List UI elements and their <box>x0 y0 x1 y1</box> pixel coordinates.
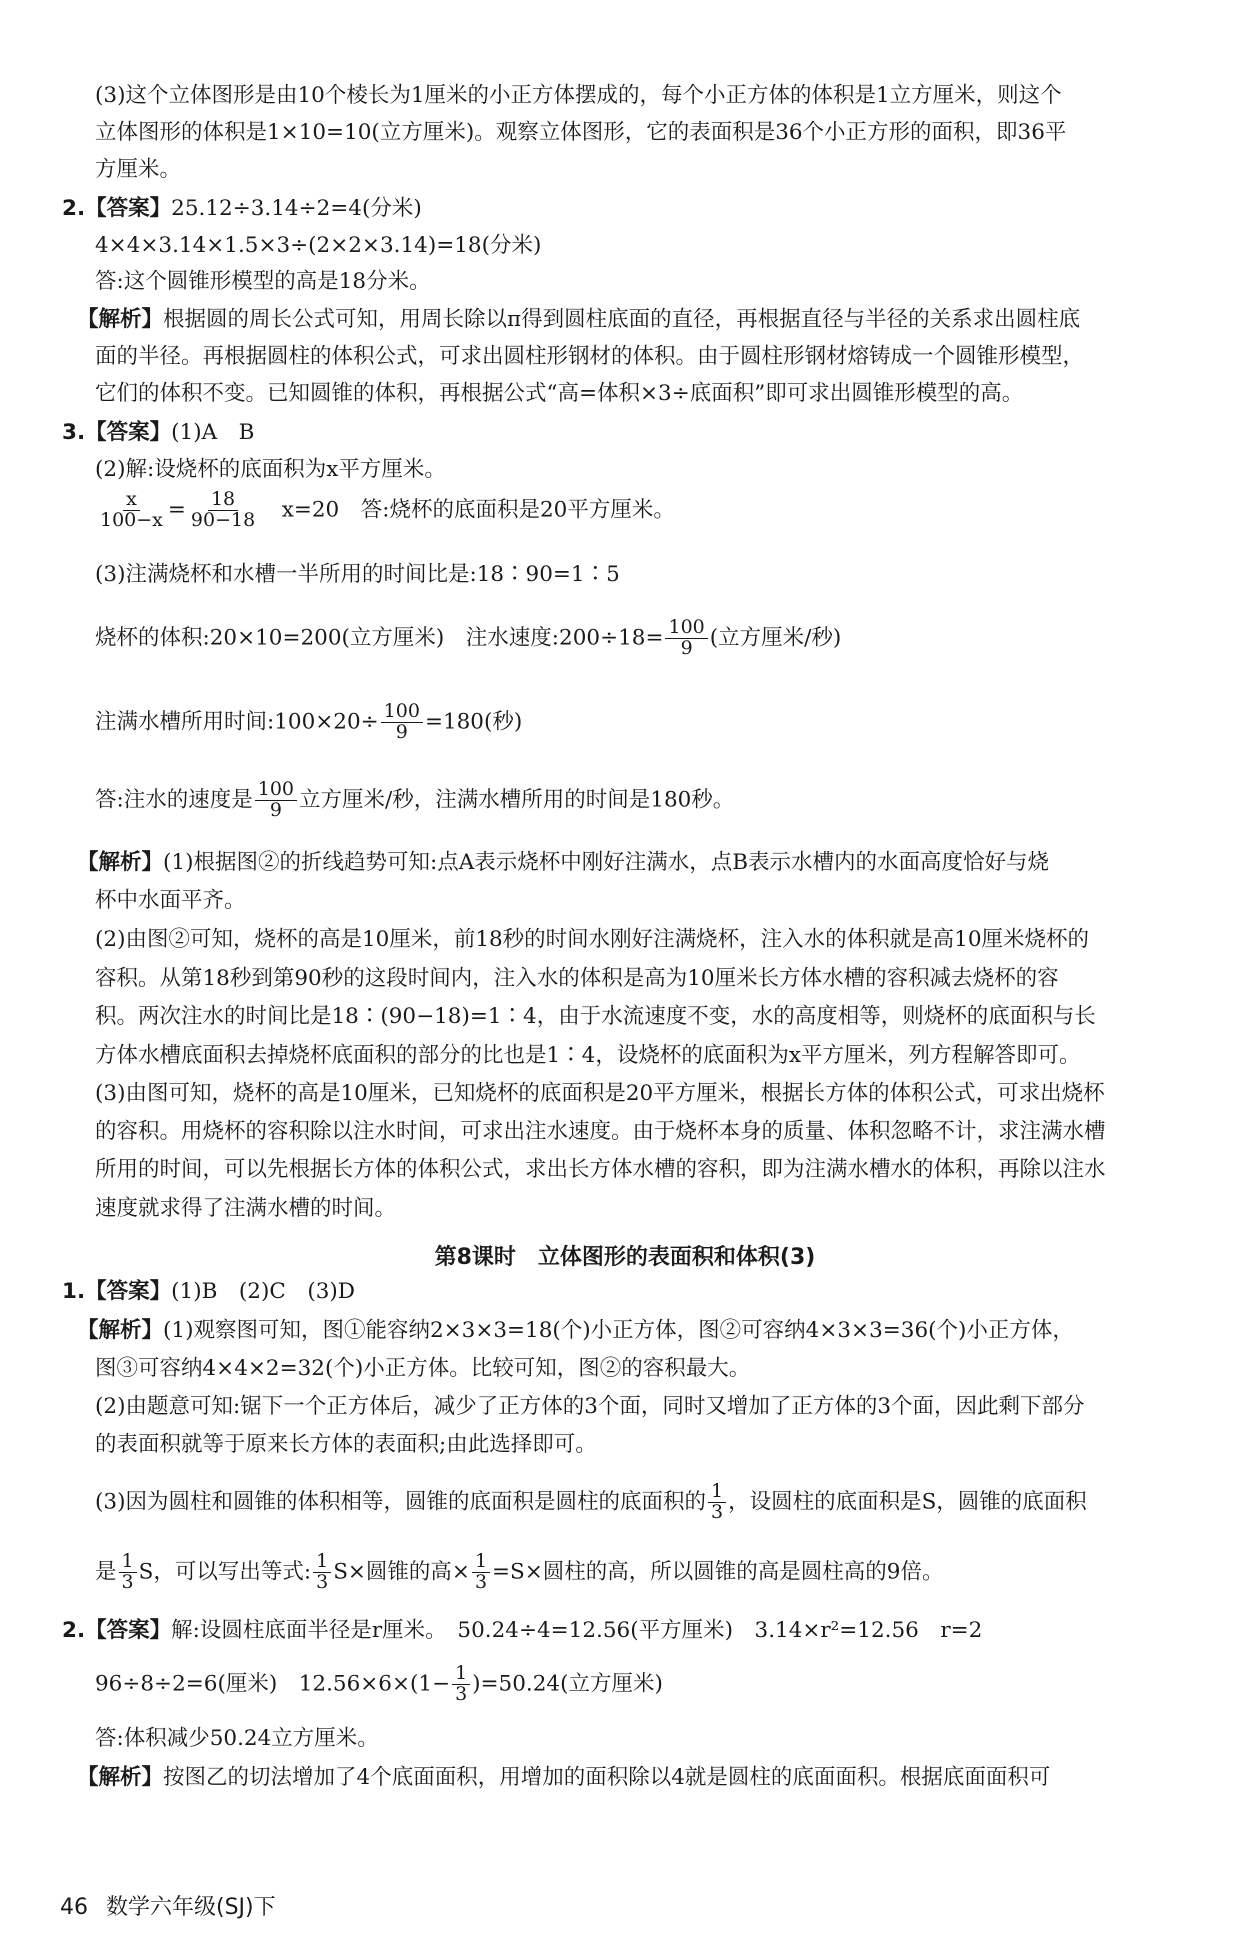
q3-explanation-line: 【解析】(1)根据图②的折线趋势可知:点A表示烧杯中刚好注满水，点B表示水槽内的水面高度恰好与烧 <box>77 850 1050 875</box>
paragraph-line: (3)这个立体图形是由10个棱长为1厘米的小正方体摆成的，每个小正方体的体积是1立方厘米，则这个 <box>95 83 1062 108</box>
q2-answer-line: 2.【答案】25.12÷3.14÷2=4(分米) <box>62 196 422 221</box>
q2-answer-line: 答:这个圆锥形模型的高是18分米。 <box>95 269 431 294</box>
paragraph-line: 立体图形的体积是1×10=10(立方厘米)。观察立体图形，它的表面积是36个小正方形的面积，即36平 <box>95 120 1067 145</box>
section-title: 第8课时 立体图形的表面积和体积(3) <box>434 1245 816 1270</box>
s2-answer-line: 答:体积减少50.24立方厘米。 <box>95 1726 379 1751</box>
question-number: 3. <box>62 420 86 445</box>
fraction: $\frac{1}{3}$ <box>313 1552 331 1593</box>
answer-tag: 【答案】 <box>85 196 172 221</box>
q3-explanation-line: (3)由图可知，烧杯的高是10厘米，已知烧杯的底面积是20平方厘米，根据长方体的体积公式，可求出烧杯 <box>95 1081 1105 1106</box>
s1-explanation-line: (3)因为圆柱和圆锥的体积相等，圆锥的底面积是圆柱的底面积的 $\frac{1}{3}$ ，设圆柱的底面积是S，圆锥的底面积 <box>95 1480 1087 1523</box>
q3-answer-line: 注满水槽所用时间:100×20÷ $\frac{100}{9}$ =180(秒) <box>95 700 523 743</box>
s1-explanation-line: 是 $\frac{1}{3}$ S，可以写出等式: $\frac{1}{3}$ S×圆锥的高× $\frac{1}{3}$ =S×圆柱的高，所以圆锥的高是圆柱高的9倍。 <box>95 1550 944 1593</box>
s1-explanation-line: (2)由题意可知:锯下一个正方体后，减少了正方体的3个面，同时又增加了正方体的3个面，因此剩下部分 <box>95 1394 1085 1419</box>
q3-explanation-line: 的容积。用烧杯的容积除以注水时间，可求出注水速度。由于烧杯本身的质量、体积忽略不计，求注满水槽 <box>95 1119 1106 1144</box>
answer-tag: 【答案】 <box>85 420 172 445</box>
s2-answer-line: 96÷8÷2=6(厘米) 12.56×6×(1− $\frac{1}{3}$ )=50.24(立方厘米) <box>95 1662 663 1705</box>
q3-answer-line: 3.【答案】(1)A B <box>62 420 255 445</box>
fraction: $\frac{100}{9}$ <box>255 780 297 821</box>
q3-explanation-line: 速度就求得了注满水槽的时间。 <box>95 1196 397 1221</box>
fraction: $\frac{1}{3}$ <box>472 1552 490 1593</box>
s1-explanation-line: 图③可容纳4×4×2=32(个)小正方体。比较可知，图②的容积最大。 <box>95 1356 751 1381</box>
q3-explanation-line: 杯中水面平齐。 <box>95 888 246 913</box>
q2-explanation-line: 面的半径。再根据圆柱的体积公式，可求出圆柱形钢材的体积。由于圆柱形钢材熔铸成一个圆锥形模型， <box>95 344 1085 369</box>
answer-tag: 【答案】 <box>85 1618 172 1643</box>
q2-answer-line: 4×4×3.14×1.5×3÷(2×2×3.14)=18(分米) <box>95 233 542 258</box>
question-number: 1. <box>62 1279 86 1304</box>
explanation-tag: 【解析】 <box>77 1765 164 1790</box>
q3-explanation-line: (2)由图②可知，烧杯的高是10厘米，前18秒的时间水刚好注满烧杯，注入水的体积就是高10厘米烧杯的 <box>95 927 1090 952</box>
fraction: $\frac{18}{90-18}$ <box>190 488 256 531</box>
explanation-tag: 【解析】 <box>77 307 164 332</box>
explanation-tag: 【解析】 <box>77 850 164 875</box>
q3-answer-line: 答:注水的速度是 $\frac{100}{9}$ 立方厘米/秒，注满水槽所用的时间是180秒。 <box>95 778 735 821</box>
fraction: $\frac{1}{3}$ <box>119 1552 137 1593</box>
question-number: 2. <box>62 196 86 221</box>
top-shadow <box>0 0 1250 50</box>
q3-explanation-line: 容积。从第18秒到第90秒的这段时间内，注入水的体积是高为10厘米长方体水槽的容积减去烧杯的容 <box>95 966 1059 991</box>
fraction: $\frac{100}{9}$ <box>665 618 707 659</box>
answer-tag: 【答案】 <box>85 1279 172 1304</box>
s1-explanation-line: 【解析】(1)观察图可知，图①能容纳2×3×3=18(个)小正方体，图②可容纳4×3×3=36(个)小正方体， <box>77 1318 1074 1343</box>
s1-answer-line: 1.【答案】(1)B (2)C (3)D <box>62 1279 356 1304</box>
s2-answer-line: 2.【答案】解:设圆柱底面半径是r厘米。 50.24÷4=12.56(平方厘米) 3.14×r²=12.56 r=2 <box>62 1618 983 1643</box>
paragraph-line: 方厘米。 <box>95 157 182 182</box>
fraction: $\frac{1}{3}$ <box>708 1482 726 1523</box>
q3-explanation-line: 积。两次注水的时间比是18∶(90−18)=1∶4，由于水流速度不变，水的高度相等，则烧杯的底面积与长 <box>95 1004 1096 1029</box>
q3-answer-line: (2)解:设烧杯的底面积为x平方厘米。 <box>95 457 446 482</box>
fraction: $\frac{x}{100-x}$ <box>100 488 163 531</box>
q2-explanation-line: 【解析】根据圆的周长公式可知，用周长除以π得到圆柱底面的直径，再根据直径与半径的关系求出圆柱底 <box>77 307 1081 332</box>
q3-equation-line: $\frac{x}{100-x}$ = $\frac{18}{90-18}$ x=20 答:烧杯的底面积是20平方厘米。 <box>95 490 675 531</box>
book-title: 数学六年级(SJ)下 <box>106 1895 276 1920</box>
q3-explanation-line: 所用的时间，可以先根据长方体的体积公式，求出长方体水槽的容积，即为注满水槽水的体积，再除以注水 <box>95 1157 1106 1182</box>
q3-explanation-line: 方体水槽底面积去掉烧杯底面积的部分的比也是1∶4，设烧杯的底面积为x平方厘米，列方程解答即可。 <box>95 1043 1081 1068</box>
s2-explanation-line: 【解析】按图乙的切法增加了4个底面面积，用增加的面积除以4就是圆柱的底面面积。根据底面面积可 <box>77 1765 1051 1790</box>
page-footer <box>60 1890 294 1921</box>
fraction: $\frac{1}{3}$ <box>452 1664 470 1705</box>
q2-explanation-line: 它们的体积不变。已知圆锥的体积，再根据公式“高=体积×3÷底面积”即可求出圆锥形模型的高。 <box>95 381 1024 406</box>
explanation-tag: 【解析】 <box>77 1318 164 1343</box>
s1-explanation-line: 的表面积就等于原来长方体的表面积;由此选择即可。 <box>95 1432 597 1457</box>
fraction: $\frac{100}{9}$ <box>381 702 423 743</box>
q3-answer-line: 烧杯的体积:20×10=200(立方厘米) 注水速度:200÷18= $\frac{100}{9}$ (立方厘米/秒) <box>95 616 842 659</box>
question-number: 2. <box>62 1618 86 1643</box>
page-number: 46 <box>60 1895 88 1920</box>
q3-answer-line: (3)注满烧杯和水槽一半所用的时间比是:18∶90=1∶5 <box>95 562 620 587</box>
